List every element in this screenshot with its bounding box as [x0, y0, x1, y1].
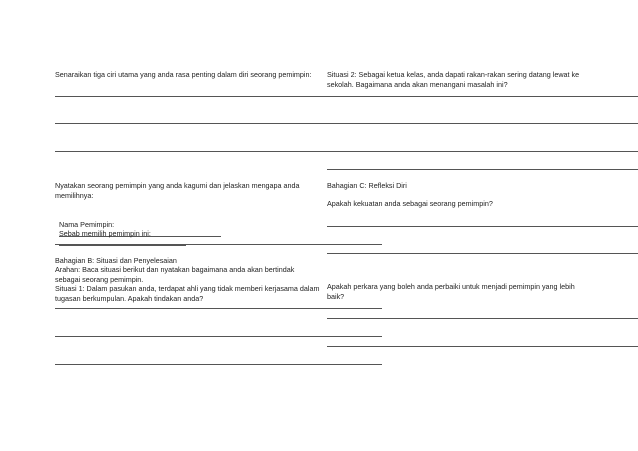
- answer-line[interactable]: [55, 244, 382, 245]
- answer-line[interactable]: [55, 151, 638, 152]
- answer-line[interactable]: [55, 336, 382, 337]
- situation-1: Situasi 1: Dalam pasukan anda, terdapat ahli yang tidak memberi kerjasama dalam tugasan berkumpulan. Apakah tindakan anda?: [55, 284, 322, 303]
- leader-name-label: Nama Pemimpin:: [59, 219, 115, 229]
- question-strength: Apakah kekuatan anda sebagai seorang pemimpin?: [327, 199, 493, 208]
- answer-line[interactable]: [327, 169, 638, 170]
- reason-label: Sebab memilih pemimpin ini:: [59, 228, 151, 238]
- situation-2: Situasi 2: Sebagai ketua kelas, anda dapati rakan-rakan sering datang lewat ke sekolah. Bagaimana anda akan menangani masalah ini?: [327, 70, 582, 89]
- question-improve: Apakah perkara yang boleh anda perbaiki untuk menjadi pemimpin yang lebih baik?: [327, 282, 577, 301]
- answer-line[interactable]: [55, 364, 382, 365]
- answer-line[interactable]: [327, 318, 638, 319]
- answer-line[interactable]: [55, 123, 638, 124]
- answer-line[interactable]: [327, 226, 638, 227]
- section-b-title: Bahagian B: Situasi dan Penyelesaian: [55, 256, 177, 265]
- section-c-title: Bahagian C: Refleksi Diri: [327, 181, 407, 190]
- answer-line[interactable]: [55, 308, 382, 309]
- question-admired-leader: Nyatakan seorang pemimpin yang anda kagumi dan jelaskan mengapa anda memilihnya:: [55, 181, 302, 200]
- section-b-instruction: Arahan: Baca situasi berikut dan nyatakan bagaimana anda akan bertindak sebagai seorang pemimpin.: [55, 265, 297, 284]
- answer-line[interactable]: [55, 96, 638, 97]
- answer-line[interactable]: [327, 346, 638, 347]
- question-leader-traits: Senaraikan tiga ciri utama yang anda rasa penting dalam diri seorang pemimpin:: [55, 70, 312, 79]
- answer-line[interactable]: [327, 253, 638, 254]
